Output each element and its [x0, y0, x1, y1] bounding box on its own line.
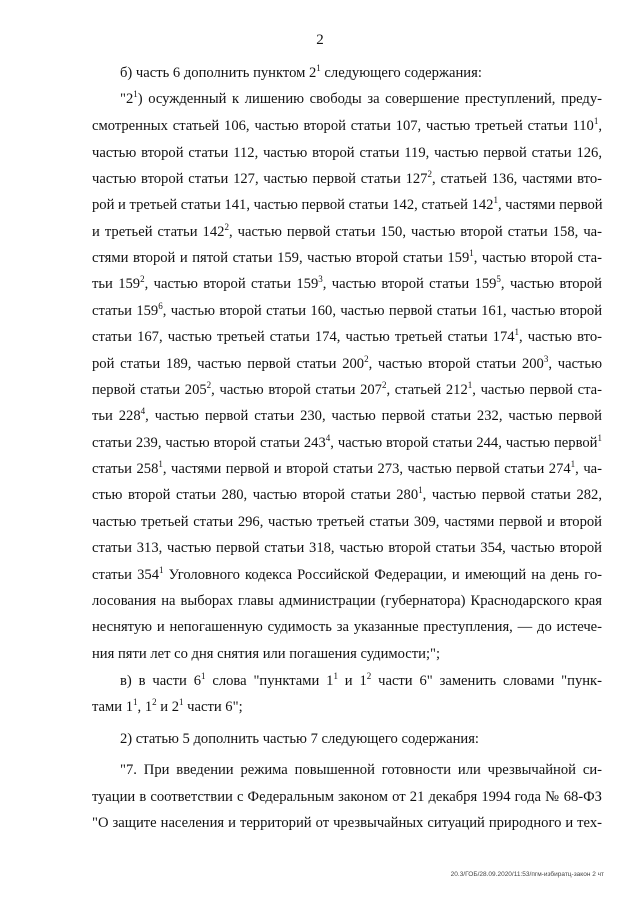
text-line: и третьей статьи $142^2$, частью первой статьи 150, частью второй статьи 158, ча-	[92, 222, 603, 240]
superscript-index: 2	[224, 222, 229, 232]
text-line: "7. При введении режима повышенной готовности или чрезвычайной си-	[120, 762, 602, 778]
superscript-index: 2	[366, 671, 372, 681]
superscript-index: 3	[318, 274, 323, 284]
document-footer-code: 20.3/ГОБ/28.09.2020/11:53/пгм-избиратц-закон 2 чт	[450, 871, 604, 878]
superscript-index: 2	[152, 697, 157, 707]
text-line: туации в соответствии с Федеральным законом от 21 декабря 1994 года № 68-ФЗ	[92, 789, 602, 805]
superscript-index: 4	[140, 406, 146, 416]
superscript-index: 1	[469, 248, 474, 258]
text-line: "О защите населения и территорий от чрезвычайных ситуаций природного и тех-	[92, 815, 602, 831]
superscript-index: 3	[543, 354, 549, 364]
superscript-index: 2	[140, 274, 145, 284]
text-line: частью второй статьи 112, частью второй статьи 119, частью первой статьи 126,	[92, 145, 602, 161]
superscript-index: 4	[325, 433, 331, 443]
text-line: статьи 313, частью первой статьи 318, частью второй статьи 354, частью второй	[92, 540, 602, 556]
text-line: статьи 167, частью третьей статьи 174, частью третьей статьи $174^1$, частью вто-	[92, 327, 602, 345]
text-line: б) часть 6 дополнить пунктом $2^1$ следующего содержания:	[120, 63, 482, 81]
superscript-index: 6	[158, 301, 163, 311]
superscript-index: 1	[333, 671, 338, 681]
superscript-index: 1	[493, 195, 498, 205]
text-line: в) в части $6^1$ слова "пунктами $1^1$ и $1^2$ части 6" заменить словами "пунк-	[120, 671, 603, 689]
text-line: первой статьи $205^2$, частью второй статьи $207^2$, статьей $212^1$, частью первой ста-	[92, 380, 602, 398]
superscript-index: 2	[206, 380, 212, 390]
text-line: смотренных статьей 106, частью второй статьи 107, частью третьей статьи $110^1$,	[92, 116, 602, 134]
text-line: тами $1^1$, $1^2$ и $2^1$ части 6";	[92, 697, 243, 715]
text-line: тьи $228^4$, частью первой статьи 230, частью первой статьи 232, частью первой	[92, 406, 602, 424]
page-number: 2	[316, 32, 324, 48]
text-line: "$2^1$) осужденный к лишению свободы за совершение преступлений, преду-	[120, 89, 602, 107]
text-line: тьи $159^2$, частью второй статьи $159^3$, частью второй статьи $159^5$, частью второй	[92, 274, 602, 292]
text-line: статьи $354^1$ Уголовного кодекса Российской Федерации, и имеющий на день го-	[92, 565, 603, 583]
superscript-index: 2	[364, 354, 369, 364]
superscript-index: 2	[427, 169, 432, 179]
text-line: ния пяти лет со дня снятия или погашения судимости;";	[92, 646, 441, 662]
text-line: рой статьи 189, частью первой статьи $200^2$, частью второй статьи $200^3$, частью	[92, 354, 602, 372]
superscript-index: 1	[514, 327, 520, 337]
superscript-index: 1	[133, 89, 138, 99]
text-line: стями второй и пятой статьи 159, частью второй статьи $159^1$, частью второй ста-	[92, 248, 602, 266]
text-line: частью второй статьи 127, частью первой статьи $127^2$, статьей 136, частями вто-	[92, 169, 603, 187]
text-line: неснятую и непогашенную судимость за указанные преступления, — до истече-	[92, 619, 602, 635]
superscript-index: 1	[201, 671, 206, 681]
superscript-index: 1	[179, 697, 184, 707]
superscript-index: 1	[316, 63, 321, 73]
superscript-index: 1	[570, 459, 576, 469]
superscript-index: 1	[158, 459, 163, 469]
superscript-index: 1	[593, 116, 599, 126]
text-line: 2) статью 5 дополнить частью 7 следующего содержания:	[120, 731, 479, 747]
superscript-index: 1	[159, 565, 164, 575]
text-line: статьи $258^1$, частями первой и второй статьи 273, частью первой статьи $274^1$, ча-	[92, 459, 603, 477]
superscript-index: 1	[597, 433, 602, 443]
superscript-index: 5	[496, 274, 501, 284]
text-line: стью второй статьи 280, частью второй статьи $280^1$, частью первой статьи 282,	[92, 485, 602, 503]
text-line: лосования на выборах главы администрации (губернатора) Краснодарского края	[92, 593, 602, 609]
text-line: рой и третьей статьи 141, частью первой статьи 142, статьей $142^1$, частями первой	[92, 195, 603, 213]
superscript-index: 1	[467, 380, 473, 390]
superscript-index: 1	[418, 485, 423, 495]
superscript-index: 2	[381, 380, 387, 390]
text-line: статьи 239, частью второй статьи $243^4$, частью второй статьи 244, частью первой$^1$	[92, 433, 602, 451]
superscript-index: 1	[133, 697, 138, 707]
text-line: статьи $159^6$, частью второй статьи 160, частью первой статьи 161, частью второй	[92, 301, 602, 319]
text-line: частью третьей статьи 296, частью третьей статьи 309, частями первой и второй	[92, 514, 602, 530]
